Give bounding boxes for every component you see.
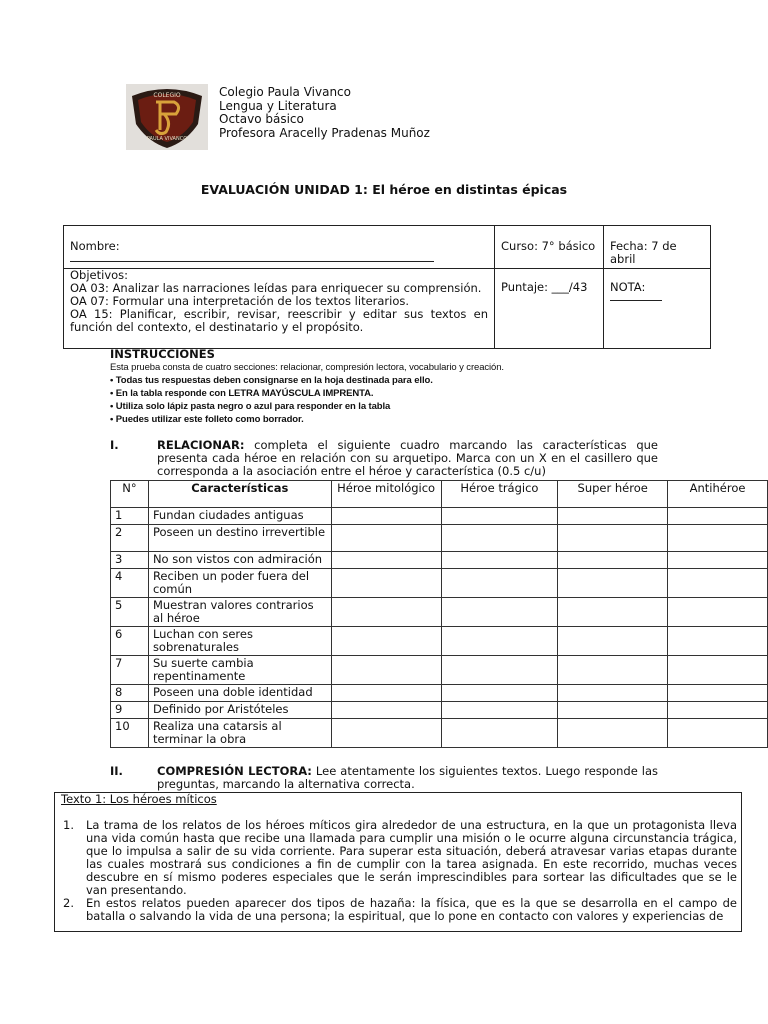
answer-cell-antiheroe[interactable] <box>668 685 768 702</box>
row-characteristic: Realiza una catarsis al terminar la obra <box>148 719 331 748</box>
answer-cell-antiheroe[interactable] <box>668 525 768 552</box>
section2-text: Lee atentamente los siguientes textos. Luego responde las preguntas, marcando la alternativa correcta. <box>157 764 659 791</box>
curso-cell: Curso: 7° básico <box>495 226 604 269</box>
section2-instructions <box>157 765 658 791</box>
student-info-table <box>63 225 711 349</box>
col-header-n: N° <box>111 481 149 508</box>
objectives-cell <box>64 269 495 349</box>
instructions-list <box>110 361 504 426</box>
answer-cell-heroe-tragico[interactable] <box>441 685 558 702</box>
section2-numeral: II. <box>110 764 123 778</box>
answer-cell-heroe-tragico[interactable] <box>441 656 558 685</box>
section2-label: COMPRESIÓN LECTORA: <box>157 764 312 778</box>
col-header-caracteristicas: Características <box>148 481 331 508</box>
row-characteristic: Reciben un poder fuera del común <box>148 569 331 598</box>
logo-text-top: COLEGIO <box>153 92 181 99</box>
table-row <box>111 508 768 525</box>
row-number: 6 <box>111 627 149 656</box>
answer-cell-super-heroe[interactable] <box>558 598 668 627</box>
table-row <box>111 702 768 719</box>
row-number: 7 <box>111 656 149 685</box>
answer-cell-super-heroe[interactable] <box>558 569 668 598</box>
answer-cell-antiheroe[interactable] <box>668 508 768 525</box>
text1-title: Texto 1: Los héroes míticos <box>61 792 217 806</box>
table-header-row <box>111 481 768 508</box>
objectives-label: Objetivos: <box>70 268 129 282</box>
answer-cell-heroe-mitologico[interactable] <box>331 569 441 598</box>
table-row <box>111 685 768 702</box>
answer-cell-antiheroe[interactable] <box>668 569 768 598</box>
logo-text-bottom: PAULA VIVANCO <box>146 136 188 142</box>
row-number: 3 <box>111 552 149 569</box>
school-name: Colegio Paula Vivanco <box>219 85 351 99</box>
answer-cell-heroe-tragico[interactable] <box>441 627 558 656</box>
row-number: 4 <box>111 569 149 598</box>
grade: Octavo básico <box>219 112 304 126</box>
teacher: Profesora Aracelly Pradenas Muñoz <box>219 125 430 140</box>
page-title: EVALUACIÓN UNIDAD 1: El héroe en distintas épicas <box>200 182 568 197</box>
answer-cell-heroe-tragico[interactable] <box>441 552 558 569</box>
answer-cell-super-heroe[interactable] <box>558 525 668 552</box>
paragraph-2-number: 2. <box>63 896 74 910</box>
answer-cell-heroe-mitologico[interactable] <box>331 702 441 719</box>
row-characteristic: Muestran valores contrarios al héroe <box>148 598 331 627</box>
col-header-antiheroe: Antihéroe <box>668 481 768 508</box>
answer-cell-antiheroe[interactable] <box>668 702 768 719</box>
answer-cell-antiheroe[interactable] <box>668 627 768 656</box>
instruction-line-0: Esta prueba consta de cuatro secciones: relacionar, compresión lectora, vocabulario y creación. <box>110 362 504 373</box>
answer-cell-antiheroe[interactable] <box>668 598 768 627</box>
text1-box <box>54 792 742 932</box>
oa15: OA 15: Planificar, escribir, revisar, reescribir y editar sus textos en función del contexto, el destinatario y el propósito. <box>70 307 488 334</box>
answer-cell-heroe-mitologico[interactable] <box>331 627 441 656</box>
instruction-line-3: • Utiliza solo lápiz pasta negro o azul para responder en la tabla <box>110 401 391 412</box>
oa07: OA 07: Formular una interpretación de los textos literarios. <box>70 294 410 308</box>
table-row <box>111 719 768 748</box>
answer-cell-super-heroe[interactable] <box>558 508 668 525</box>
row-number: 1 <box>111 508 149 525</box>
subject: Lengua y Literatura <box>219 98 337 113</box>
text1-paragraph-1 <box>55 819 741 897</box>
answer-cell-super-heroe[interactable] <box>558 702 668 719</box>
school-header <box>219 86 430 140</box>
row-number: 10 <box>111 719 149 748</box>
instruction-line-1: • Todas tus respuestas deben consignarse en la hoja destinada para ello. <box>110 375 433 386</box>
nota-cell[interactable] <box>604 269 711 349</box>
row-characteristic: Su suerte cambia repentinamente <box>148 656 331 685</box>
instruction-line-4: • Puedes utilizar este folleto como borrador. <box>110 414 304 425</box>
answer-cell-heroe-tragico[interactable] <box>441 508 558 525</box>
row-characteristic: No son vistos con admiración <box>148 552 331 569</box>
row-characteristic: Definido por Aristóteles <box>148 702 331 719</box>
answer-cell-heroe-tragico[interactable] <box>441 598 558 627</box>
row-number: 5 <box>111 598 149 627</box>
answer-cell-heroe-tragico[interactable] <box>441 569 558 598</box>
text1-paragraph-2 <box>55 897 741 923</box>
section1-text: completa el siguiente cuadro marcando las características que presenta cada héroe en relación con su arquetipo. Marca con un X en el casillero que corresponda a la asociación entre el héroe y característica (0.5 c/u) <box>157 438 658 478</box>
row-characteristic: Fundan ciudades antiguas <box>148 508 331 525</box>
col-header-heroe-tragico: Héroe trágico <box>441 481 558 508</box>
answer-cell-heroe-tragico[interactable] <box>441 719 558 748</box>
col-header-super-heroe: Super héroe <box>558 481 668 508</box>
school-logo <box>126 84 208 150</box>
col-header-heroe-mitologico: Héroe mitológico <box>331 481 441 508</box>
row-number: 2 <box>111 525 149 552</box>
table-row <box>111 552 768 569</box>
answer-cell-heroe-mitologico[interactable] <box>331 656 441 685</box>
answer-cell-heroe-mitologico[interactable] <box>331 685 441 702</box>
instruction-line-2: • En la tabla responde con LETRA MAYÚSCULA IMPRENTA. <box>110 388 374 399</box>
answer-cell-heroe-mitologico[interactable] <box>331 525 441 552</box>
name-line <box>70 261 434 262</box>
answer-cell-super-heroe[interactable] <box>558 552 668 569</box>
answer-cell-super-heroe[interactable] <box>558 627 668 656</box>
row-characteristic: Luchan con seres sobrenaturales <box>148 627 331 656</box>
row-number: 9 <box>111 702 149 719</box>
answer-cell-heroe-mitologico[interactable] <box>331 598 441 627</box>
answer-cell-super-heroe[interactable] <box>558 656 668 685</box>
answer-cell-super-heroe[interactable] <box>558 685 668 702</box>
section1-instructions <box>157 439 658 478</box>
puntaje-cell[interactable]: Puntaje: ___/43 <box>495 269 604 349</box>
section1-label: RELACIONAR: <box>157 438 245 452</box>
paragraph-1-number: 1. <box>63 818 74 832</box>
relation-table-body <box>111 508 768 748</box>
answer-cell-antiheroe[interactable] <box>668 719 768 748</box>
answer-cell-heroe-tragico[interactable] <box>441 702 558 719</box>
table-row <box>111 627 768 656</box>
name-cell[interactable] <box>64 226 495 269</box>
answer-cell-super-heroe[interactable] <box>558 719 668 748</box>
nota-line <box>610 300 662 301</box>
paragraph-2-text: En estos relatos pueden aparecer dos tipos de hazaña: la física, que es la que se desarrolla en el campo de batalla o salvando la vida de una persona; la espiritual, que lo pone en contacto con valores y experiencias de <box>86 896 737 923</box>
table-row <box>111 598 768 627</box>
section1-numeral: I. <box>110 438 119 452</box>
row-number: 8 <box>111 685 149 702</box>
oa03: OA 03: Analizar las narraciones leídas para enriquecer su comprensión. <box>70 281 482 295</box>
row-characteristic: Poseen una doble identidad <box>148 685 331 702</box>
answer-cell-heroe-mitologico[interactable] <box>331 508 441 525</box>
answer-cell-heroe-tragico[interactable] <box>441 525 558 552</box>
nota-label: NOTA: <box>610 280 646 294</box>
table-row <box>111 569 768 598</box>
answer-cell-antiheroe[interactable] <box>668 552 768 569</box>
relation-table <box>110 480 768 748</box>
answer-cell-heroe-mitologico[interactable] <box>331 719 441 748</box>
table-row <box>111 656 768 685</box>
paragraph-1-text: La trama de los relatos de los héroes míticos gira alrededor de una estructura, en la que un protagonista lleva una vida común hasta que recibe una llamada para cumplir una misión o le ocurre alguna circunstancia trágica, que lo impulsa a salir de su vida corriente. Para superar esta situación, deberá atravesar varias etapas durante las cuales mostrará sus condiciones a fin de cumplir con la tarea asignada. En este recorrido, muchas veces descubre en sí mismo poderes especiales que le serán imprescindibles para sortear las dificultades que se le van presentando. <box>86 818 737 897</box>
answer-cell-antiheroe[interactable] <box>668 656 768 685</box>
name-label: Nombre: <box>70 239 120 253</box>
table-row <box>111 525 768 552</box>
instructions-title: INSTRUCCIONES <box>110 347 215 361</box>
fecha-cell: Fecha: 7 de abril <box>604 226 711 269</box>
answer-cell-heroe-mitologico[interactable] <box>331 552 441 569</box>
row-characteristic: Poseen un destino irrevertible <box>148 525 331 552</box>
